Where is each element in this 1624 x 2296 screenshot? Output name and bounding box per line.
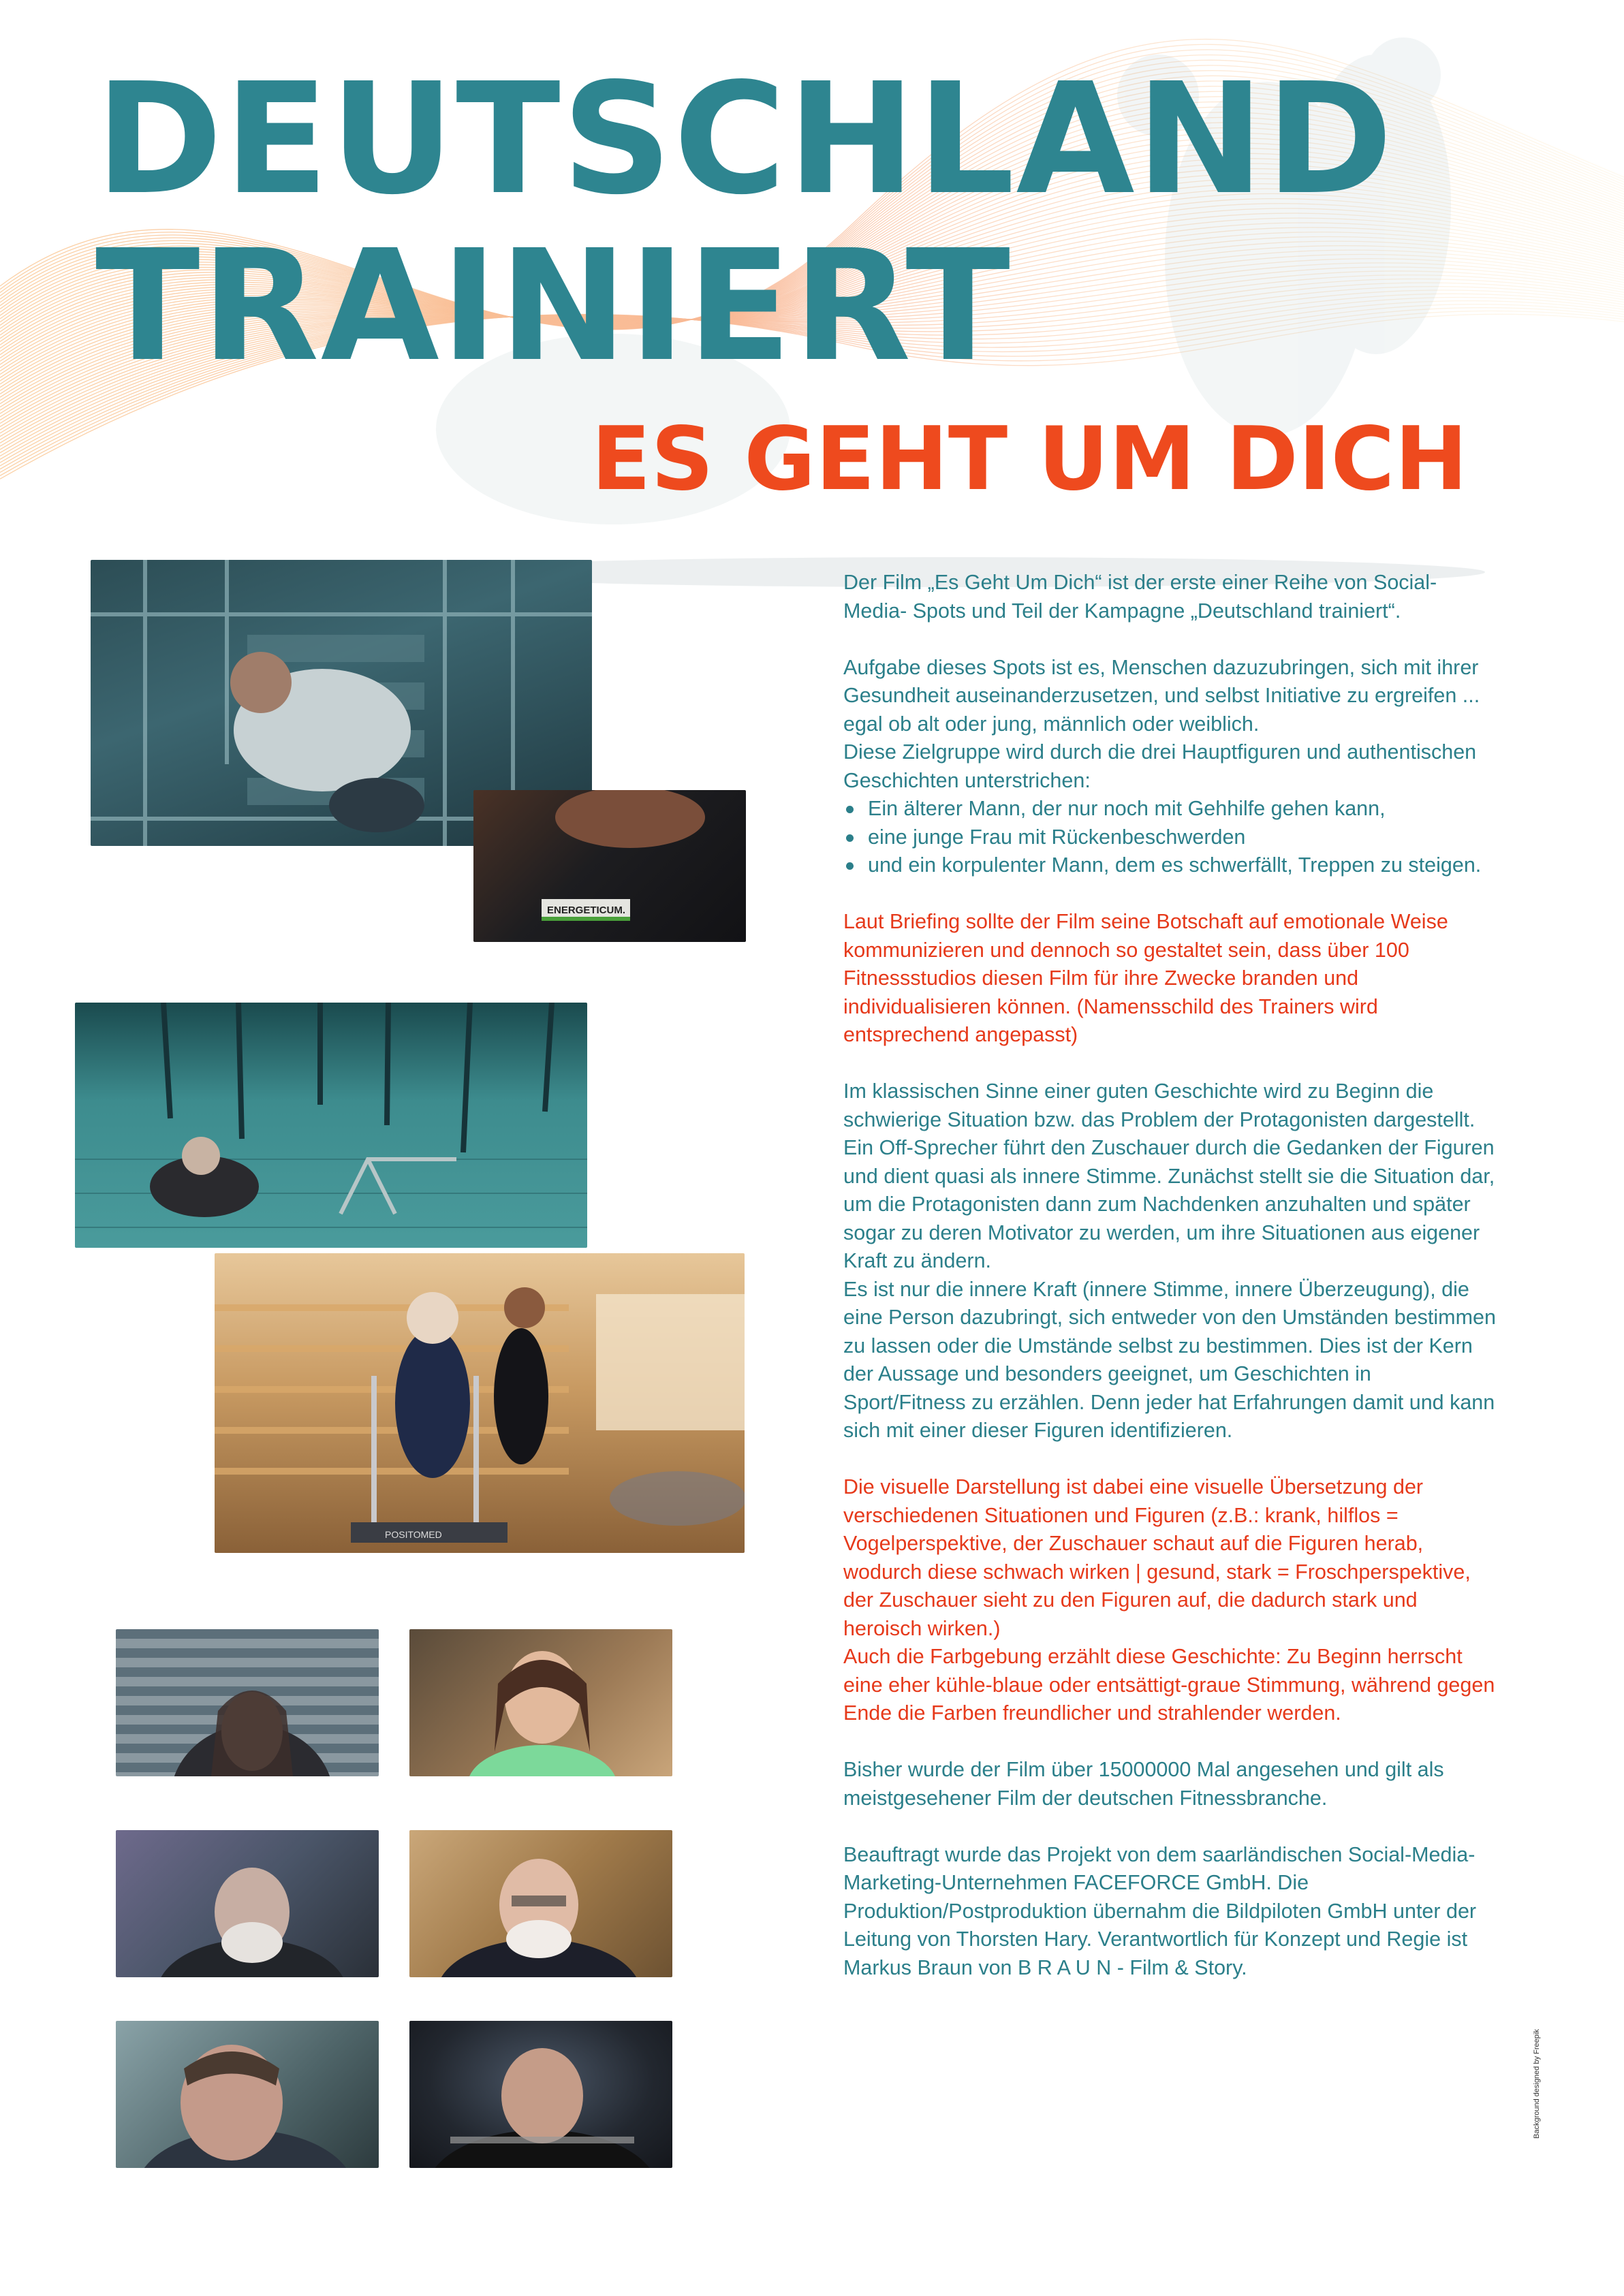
list-item: und ein korpulenter Mann, dem es schwerfällt, Treppen zu steigen.: [843, 851, 1497, 880]
image-woman-smiling: [409, 1629, 672, 1776]
badge-label: ENERGETICUM.: [547, 905, 626, 916]
image-woman-window: [116, 1629, 379, 1776]
image-trainer-badge: [473, 790, 746, 942]
paragraph-goal: [843, 654, 1497, 880]
image-old-man-fallen: [75, 1003, 587, 1248]
image-old-man-gym-portrait: [409, 1830, 672, 1977]
paragraph-briefing: Laut Briefing sollte der Film seine Botschaft auf emotionale Weise kommunizieren und dennoch so gestaltet sein, dass über 100 Fitnessstudios diesen Film für ihre Zwecke branden und individualisieren können. (Namensschild des Trainers wird entsprechend angepasst): [843, 910, 1448, 1046]
subtitle: ES GEHT UM DICH: [591, 409, 1468, 510]
paragraph-goal-intro: Aufgabe dieses Spots ist es, Menschen dazuzubringen, sich mit ihrer Gesundheit auseinanderzusetzen, und selbst Initiative zu ergreifen ... egal ob alt oder jung, männlich oder weiblich.: [843, 655, 1480, 736]
list-item: Ein älterer Mann, der nur noch mit Gehhilfe gehen kann,: [843, 795, 1497, 823]
paragraph-visual: [843, 1473, 1497, 1728]
title-line-2: TRAINIERT: [95, 217, 1012, 396]
image-old-man-gym: [215, 1253, 745, 1553]
list-item: eine junge Frau mit Rückenbeschwerden: [843, 823, 1497, 852]
treadmill-label: POSITOMED: [385, 1529, 442, 1540]
title-line-1: DEUTSCHLAND: [95, 50, 1394, 229]
image-old-man-street: [116, 1830, 379, 1977]
paragraph-goal-target-group: Diese Zielgruppe wird durch die drei Hauptfiguren und authentischen Geschichten unterstrichen:: [843, 740, 1477, 792]
characters-list: [843, 795, 1497, 880]
background-credit: Background designed by Freepik: [1533, 2029, 1541, 2139]
paragraph-story-part2: Es ist nur die innere Kraft (innere Stimme, innere Überzeugung), die eine Person dazubringt, sich entweder von den Umständen bestimmen zu lassen oder die Umstände selbst zu bestimmen. Dies ist der Kern der Aussage und besonders geeignet, um Geschichten in Sport/Fitness zu erzählen. Denn jeder hat Erfahrungen damit und kann sich mit einer dieser Figuren identifizieren.: [843, 1277, 1496, 1442]
paragraph-visual-part2: Auch die Farbgebung erzählt diese Geschichte: Zu Beginn herrscht eine eher kühle-blaue oder entsättigt-graue Stimmung, während gegen Ende die Farben freundlicher und strahlender werden.: [843, 1645, 1495, 1725]
paragraph-story-part1: Im klassischen Sinne einer guten Geschichte wird zu Beginn die schwierige Situation bzw. das Problem der Protagonisten dargestellt. Ein Off-Sprecher führt den Zuschauer durch die Gedanken der Figuren und dient quasi als innere Stimme. Zunächst stellt sie die Situation dar, um die Protagonisten dann zum Nachdenken anzuhalten und später sogar zu deren Motivator zu werden, um ihre Situationen aus eigener Kraft zu ändern.: [843, 1080, 1495, 1272]
image-heavy-man-stairs: [116, 2021, 379, 2168]
paragraph-intro: Der Film „Es Geht Um Dich“ ist der erste einer Reihe von Social-Media- Spots und Teil der Kampagne „Deutschland trainiert“.: [843, 571, 1437, 623]
paragraph-story: [843, 1078, 1497, 1445]
paragraph-visual-part1: Die visuelle Darstellung ist dabei eine visuelle Übersetzung der verschiedenen Situationen und Figuren (z.B.: krank, hilflos = Vogelperspektive, der Zuschauer schaut auf die Figuren herab, wodurch diese schwach wirken | gesund, stark = Froschperspektive, der Zuschauer sieht zu den Figuren auf, die dadurch stark und heroisch wirken.): [843, 1475, 1471, 1640]
paragraph-credits: Beauftragt wurde das Projekt von dem saarländischen Social-Media-Marketing-Unternehmen FACEFORCE GmbH. Die Produktion/Postproduktion übernahm die Bildpiloten GmbH unter der Leitung von Thorsten Hary. Verantwortlich für Konzept und Regie ist Markus Braun von B R A U N - Film & Story.: [843, 1842, 1477, 1979]
body-text-column: [843, 569, 1497, 2011]
image-heavy-man-gym: [409, 2021, 672, 2168]
paragraph-views: Bisher wurde der Film über 15000000 Mal angesehen und gilt als meistgesehener Film der deutschen Fitnessbranche.: [843, 1758, 1444, 1810]
